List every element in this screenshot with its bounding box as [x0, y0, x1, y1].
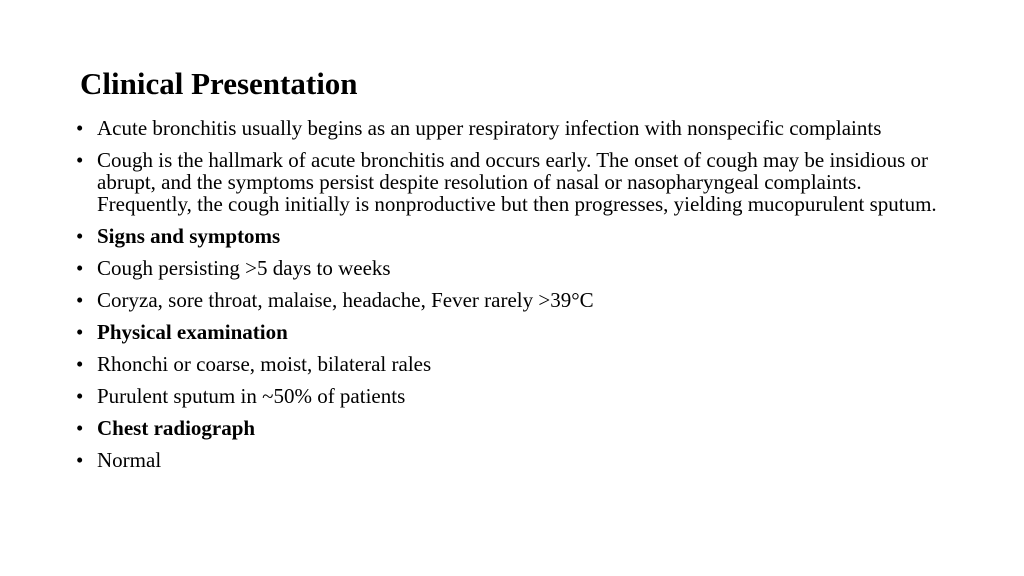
bullet-icon: •	[76, 256, 84, 280]
bullet-icon: •	[76, 352, 84, 376]
bullet-text: Coryza, sore throat, malaise, headache, Fever rarely >39°C	[97, 288, 594, 312]
bullet-icon: •	[76, 224, 84, 248]
bullet-item	[76, 449, 956, 471]
bullet-text: Cough is the hallmark of acute bronchitis and occurs early. The onset of cough may be insidious or abrupt, and the symptoms persist despite resolution of nasal or nasopharyngeal complaints. Frequently, the cough initially is nonproductive but then progresses, yielding mucopurulent sputum.	[97, 148, 937, 216]
bullet-item	[76, 385, 956, 407]
bullet-list	[76, 117, 956, 481]
bullet-heading-signs	[76, 225, 956, 247]
bullet-text: Physical examination	[97, 320, 288, 344]
bullet-text: Chest radiograph	[97, 416, 256, 440]
bullet-icon: •	[76, 320, 84, 344]
bullet-icon: •	[76, 288, 84, 312]
bullet-heading-radiograph	[76, 417, 956, 439]
bullet-item	[76, 257, 956, 279]
bullet-text: Cough persisting >5 days to weeks	[97, 256, 391, 280]
bullet-icon: •	[76, 148, 84, 172]
slide-title: Clinical Presentation	[80, 66, 358, 101]
bullet-text: Normal	[97, 448, 162, 472]
bullet-icon: •	[76, 448, 84, 472]
bullet-icon: •	[76, 384, 84, 408]
bullet-item	[76, 353, 956, 375]
bullet-item	[76, 149, 956, 215]
bullet-heading-physical	[76, 321, 956, 343]
bullet-icon: •	[76, 116, 84, 140]
bullet-item	[76, 117, 956, 139]
bullet-text: Acute bronchitis usually begins as an upper respiratory infection with nonspecific complaints	[97, 116, 882, 140]
bullet-text: Signs and symptoms	[97, 224, 281, 248]
bullet-text: Purulent sputum in ~50% of patients	[97, 384, 406, 408]
bullet-text: Rhonchi or coarse, moist, bilateral rales	[97, 352, 432, 376]
bullet-item	[76, 289, 956, 311]
bullet-icon: •	[76, 416, 84, 440]
